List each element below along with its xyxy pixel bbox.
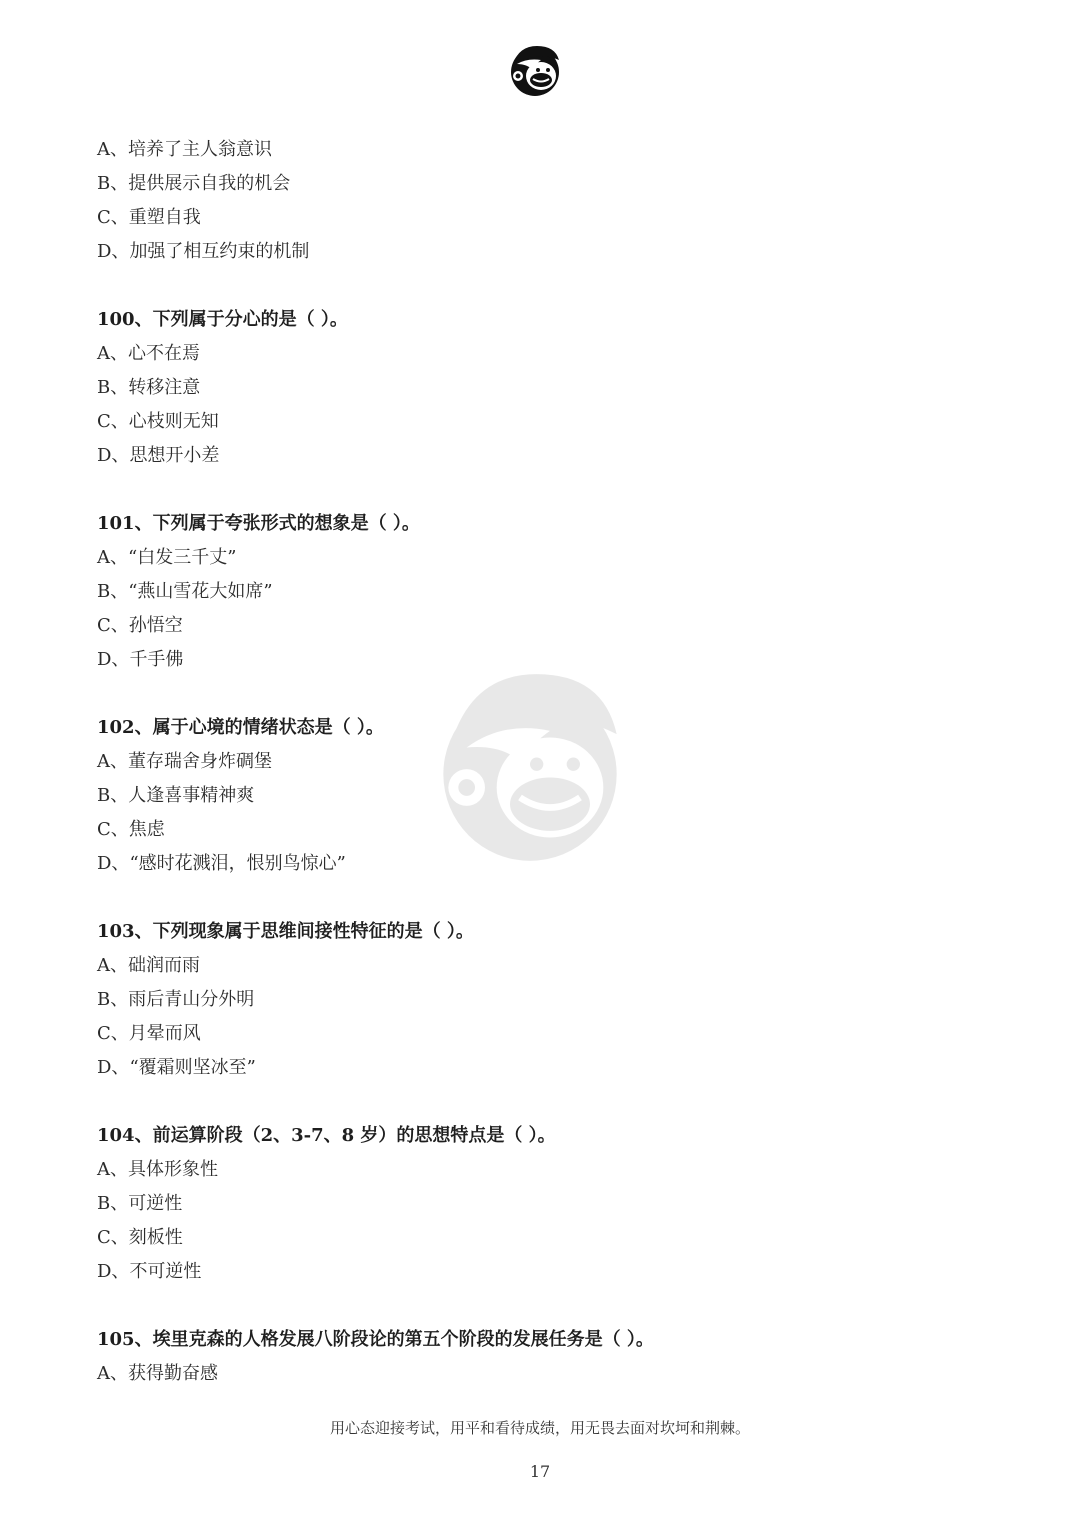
question-title: 105、埃里克森的人格发展八阶段论的第五个阶段的发展任务是（ ）。 [97, 1329, 654, 1350]
option-d: D、 千手佛 [97, 649, 184, 670]
option-a: A、 础润而雨 [97, 955, 200, 976]
option-b: B、 “燕山雪花大如席” [97, 581, 273, 602]
option-a: A、 董存瑞舍身炸碉堡 [97, 751, 272, 772]
page-number: 17 [529, 1462, 551, 1481]
question-title: 103、下列现象属于思维间接性特征的是（ ）。 [97, 921, 474, 942]
option-b: B、 雨后青山分外明 [97, 989, 255, 1010]
option-c: C、 焦虑 [97, 819, 165, 840]
option-c: C、 刻板性 [97, 1227, 183, 1248]
option-d: D、 加强了相互约束的机制 [97, 241, 310, 262]
option-c: C、 心枝则无知 [97, 411, 219, 432]
option-b: B、 人逢喜事精神爽 [97, 785, 255, 806]
option-a: A、 具体形象性 [97, 1159, 218, 1180]
option-a: A、 “白发三千丈” [97, 547, 237, 568]
question-104 [97, 1119, 997, 1289]
question-102 [97, 711, 997, 881]
option-a: A、 心不在焉 [97, 343, 200, 364]
question-105 [97, 1323, 997, 1391]
question-title: 101、下列属于夸张形式的想象是（ ）。 [97, 513, 420, 534]
question-99-continued [97, 133, 997, 269]
monkey-logo-icon [505, 40, 565, 100]
option-d: D、 不可逆性 [97, 1261, 202, 1282]
option-c: C、 重塑自我 [97, 207, 201, 228]
option-a: A、 获得勤奋感 [97, 1363, 218, 1384]
question-103 [97, 915, 997, 1085]
question-101 [97, 507, 997, 677]
option-c: C、 月晕而风 [97, 1023, 201, 1044]
option-b: B、 提供展示自我的机会 [97, 173, 291, 194]
question-title: 102、属于心境的情绪状态是（ ）。 [97, 717, 384, 738]
question-title: 100、下列属于分心的是（ ）。 [97, 309, 348, 330]
option-b: B、 转移注意 [97, 377, 201, 398]
question-list [97, 133, 997, 1425]
option-a: A、 培养了主人翁意识 [97, 139, 272, 160]
option-d: D、 “覆霜则坚冰至” [97, 1057, 256, 1078]
question-title: 104、前运算阶段（2、3-7、8 岁）的思想特点是（ ）。 [97, 1125, 556, 1146]
option-b: B、 可逆性 [97, 1193, 183, 1214]
option-c: C、 孙悟空 [97, 615, 183, 636]
option-d: D、 思想开小差 [97, 445, 220, 466]
footer-motto: 用心态迎接考试，用平和看待成绩，用无畏去面对坎坷和荆棘。 [329, 1419, 750, 1437]
question-100 [97, 303, 997, 473]
option-d: D、 “感时花溅泪，恨别鸟惊心” [97, 853, 346, 874]
